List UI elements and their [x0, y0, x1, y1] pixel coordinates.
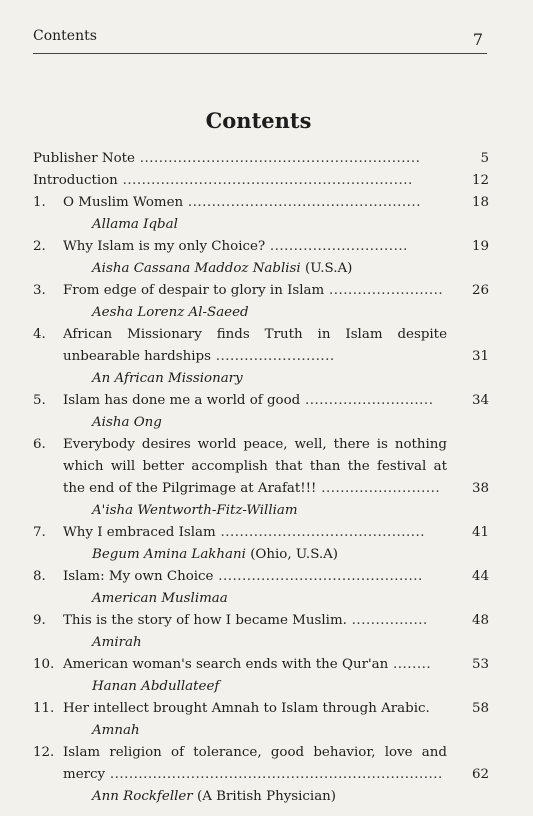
- author-name: Ann Rockfeller: [92, 789, 193, 804]
- entry-number: 11.: [33, 701, 55, 716]
- entry-number: 1.: [33, 195, 46, 210]
- entry-author: [33, 676, 491, 698]
- leader-dots: ......................................................................: [105, 767, 443, 782]
- leader-dots: .........................: [210, 349, 335, 364]
- table-of-contents: [33, 148, 491, 808]
- entry-title: Why Islam is my only Choice?: [63, 239, 266, 254]
- leader-dots: .............................: [265, 239, 408, 254]
- entry-author: [33, 368, 491, 390]
- entry-author: [33, 500, 491, 522]
- contents-heading: Contents: [205, 108, 312, 133]
- leader-dots: ...........................................: [215, 525, 426, 540]
- entry-number: 10.: [33, 657, 55, 672]
- entry-author: [33, 720, 491, 742]
- author-name: American Muslimaa: [92, 591, 228, 606]
- entry-author: [33, 258, 491, 280]
- toc-entry: [33, 170, 491, 192]
- toc-entry: [33, 566, 491, 610]
- toc-entry: [33, 148, 491, 170]
- leader-dots: .................................................: [183, 195, 421, 210]
- author-name: Allama Iqbal: [92, 217, 178, 232]
- entry-number: 4.: [33, 327, 46, 342]
- toc-entry: [33, 522, 491, 566]
- leader-dots: ...........................................................: [134, 151, 421, 166]
- leader-dots: ................: [346, 613, 428, 628]
- author-name: Aesha Lorenz Al-Saeed: [92, 305, 249, 320]
- toc-entry: [33, 390, 491, 434]
- entry-page-number: 48: [471, 613, 489, 628]
- entry-title: Everybody desires world peace, well, there is nothing which will better accomplish that than the festival at the end of the Pilgrimage at Arafat!!!: [63, 437, 447, 496]
- entry-number: 8.: [33, 569, 46, 584]
- entry-number: 9.: [33, 613, 46, 628]
- toc-entry: [33, 324, 491, 390]
- entry-number: 7.: [33, 525, 46, 540]
- entry-page-number: 34: [471, 393, 489, 408]
- entry-number: 6.: [33, 437, 46, 452]
- entry-page-number: 62: [471, 767, 489, 782]
- entry-page-number: 58: [471, 701, 489, 716]
- author-name: A'isha Wentworth-Fitz-William: [92, 503, 298, 518]
- entry-author: [33, 632, 491, 654]
- entry-page-number: 5: [480, 151, 489, 166]
- entry-title: This is the story of how I became Muslim.: [63, 613, 347, 628]
- entry-number: 3.: [33, 283, 46, 298]
- entry-title: From edge of despair to glory in Islam: [63, 283, 325, 298]
- toc-entry: [33, 192, 491, 236]
- toc-entry: [33, 280, 491, 324]
- entry-number: 2.: [33, 239, 46, 254]
- entry-page-number: 19: [471, 239, 489, 254]
- entry-title: Introduction: [33, 173, 118, 188]
- entry-author: [33, 302, 491, 324]
- entry-title: Islam has done me a world of good: [63, 393, 301, 408]
- entry-page-number: 26: [471, 283, 489, 298]
- author-affiliation: (U.S.A): [300, 261, 353, 276]
- author-name: Amirah: [92, 635, 142, 650]
- entry-page-number: 53: [471, 657, 489, 672]
- toc-entry: [33, 742, 491, 808]
- toc-entry: [33, 610, 491, 654]
- entry-page-number: 18: [471, 195, 489, 210]
- entry-page-number: 31: [471, 349, 489, 364]
- author-name: Aisha Cassana Maddoz Nablisi: [92, 261, 301, 276]
- toc-entry: [33, 698, 491, 742]
- author-affiliation: (A British Physician): [192, 789, 337, 804]
- entry-author: [33, 412, 491, 434]
- entry-title: Islam religion of tolerance, good behavior, love and mercy: [63, 745, 447, 782]
- toc-entry: [33, 236, 491, 280]
- entry-number: 12.: [33, 745, 55, 760]
- toc-entry: [33, 654, 491, 698]
- author-name: Hanan Abdullateef: [92, 679, 220, 694]
- entry-title: Publisher Note: [33, 151, 135, 166]
- entry-title: American woman's search ends with the Qur'an: [63, 657, 389, 672]
- entry-author: [33, 786, 491, 808]
- running-title: Contents: [33, 28, 97, 44]
- leader-dots: ........: [388, 657, 432, 672]
- entry-author: [33, 214, 491, 236]
- entry-title: Islam: My own Choice: [63, 569, 214, 584]
- entry-author: [33, 544, 491, 566]
- author-name: Amnah: [92, 723, 140, 738]
- entry-title: African Missionary finds Truth in Islam despite unbearable hardships: [63, 327, 447, 364]
- leader-dots: ...........................................: [213, 569, 423, 584]
- entry-title: Her intellect brought Amnah to Islam through Arabic.: [63, 701, 430, 716]
- entry-page-number: 41: [471, 525, 489, 540]
- header-rule: [33, 53, 487, 54]
- entry-author: [33, 588, 491, 610]
- entry-number: 5.: [33, 393, 46, 408]
- author-name: Aisha Ong: [92, 415, 162, 430]
- leader-dots: ...........................: [300, 393, 434, 408]
- entry-page-number: 44: [471, 569, 489, 584]
- entry-title: O Muslim Women: [63, 195, 184, 210]
- leader-dots: .........................: [316, 481, 441, 496]
- leader-dots: ........................: [324, 283, 444, 298]
- entry-page-number: 12: [471, 173, 489, 188]
- entry-page-number: 38: [471, 481, 489, 496]
- author-affiliation: (Ohio, U.S.A): [245, 547, 339, 562]
- leader-dots: .............................................................: [117, 173, 413, 188]
- page-number: 7: [472, 30, 483, 49]
- author-name: Begum Amina Lakhani: [92, 547, 246, 562]
- entry-title: Why I embraced Islam: [63, 525, 216, 540]
- toc-entry: [33, 434, 491, 522]
- author-name: An African Missionary: [92, 371, 243, 386]
